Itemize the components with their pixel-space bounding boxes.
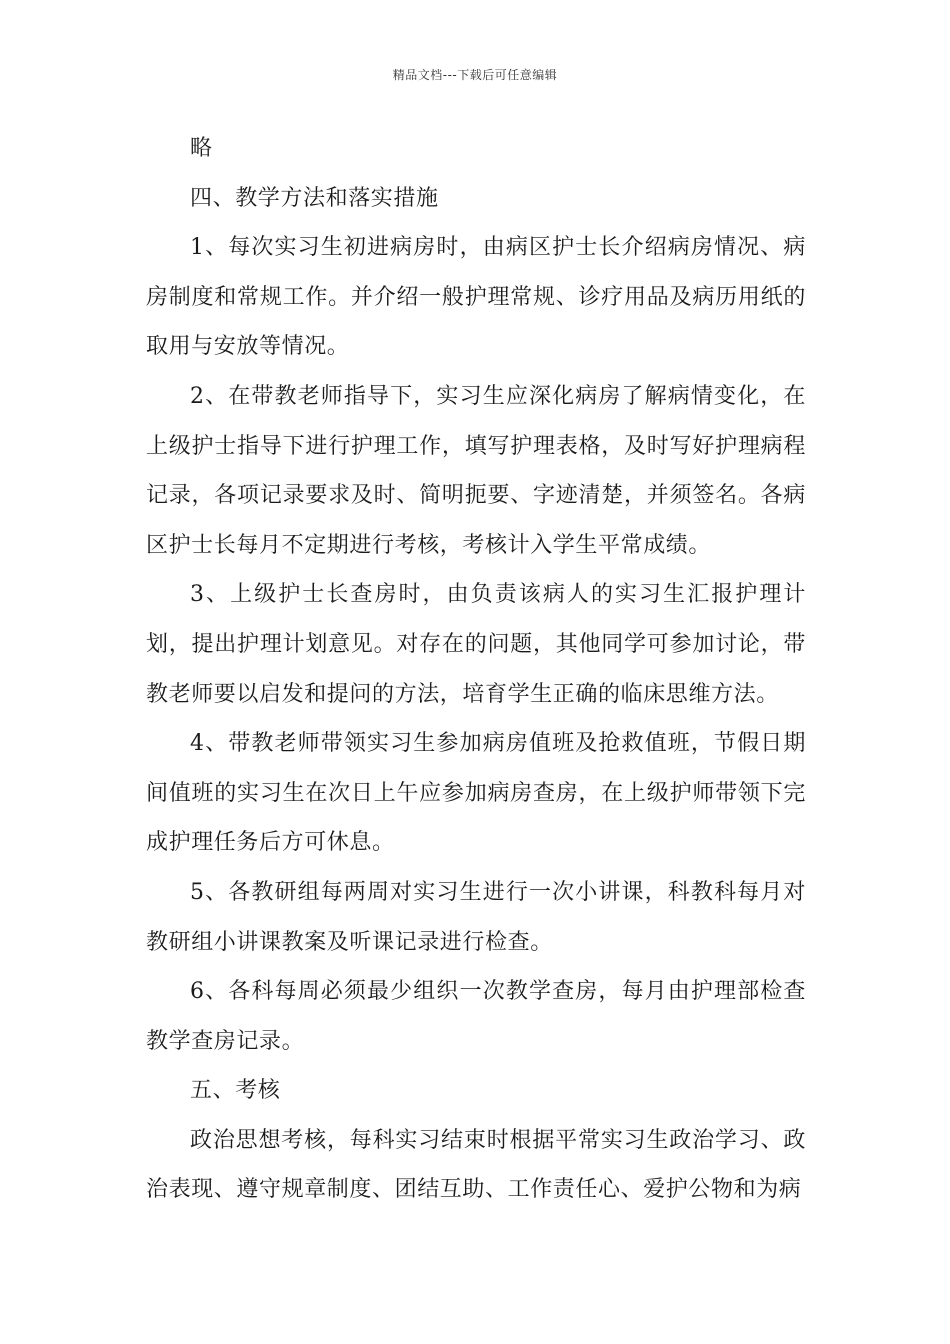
page-header: 精品文档---下载后可任意编辑: [392, 68, 558, 82]
paragraph-item-1: 1、每次实习生初进病房时，由病区护士长介绍病房情况、病房制度和常规工作。并介绍一般护理常规、诊疗用品及病历用纸的取用与安放等情况。: [146, 235, 806, 360]
paragraph-political-assessment: 政治思想考核，每科实习结束时根据平常实习生政治学习、政治表现、遵守规章制度、团结互助、工作责任心、爱护公物和为病: [146, 1127, 806, 1203]
document-body: [146, 124, 806, 1215]
paragraph-item-4: 4、带教老师带领实习生参加病房值班及抢救值班，节假日期间值班的实习生在次日上午应参加病房查房，在上级护师带领下完成护理任务后方可休息。: [146, 731, 806, 856]
paragraph-omitted: 略: [190, 136, 213, 161]
paragraph-item-2: 2、在带教老师指导下，实习生应深化病房了解病情变化，在上级护士指导下进行护理工作，填写护理表格，及时写好护理病程记录，各项记录要求及时、简明扼要、字迹清楚，并须签名。各病区护士长每月不定期进行考核，考核计入学生平常成绩。: [146, 383, 806, 558]
section-heading-teaching-methods: 四、教学方法和落实措施: [190, 185, 439, 211]
paragraph-item-3: 3、上级护士长查房时，由负责该病人的实习生汇报护理计划，提出护理计划意见。对存在的问题，其他同学可参加讨论，带教老师要以启发和提问的方法，培育学生正确的临床思维方法。: [146, 582, 806, 707]
section-heading-assessment: 五、考核: [190, 1078, 281, 1104]
paragraph-item-6: 6、各科每周必须最少组织一次教学查房，每月由护理部检查教学查房记录。: [146, 979, 806, 1054]
paragraph-item-5: 5、各教研组每两周对实习生进行一次小讲课，科教科每月对教研组小讲课教案及听课记录进行检查。: [146, 879, 806, 955]
